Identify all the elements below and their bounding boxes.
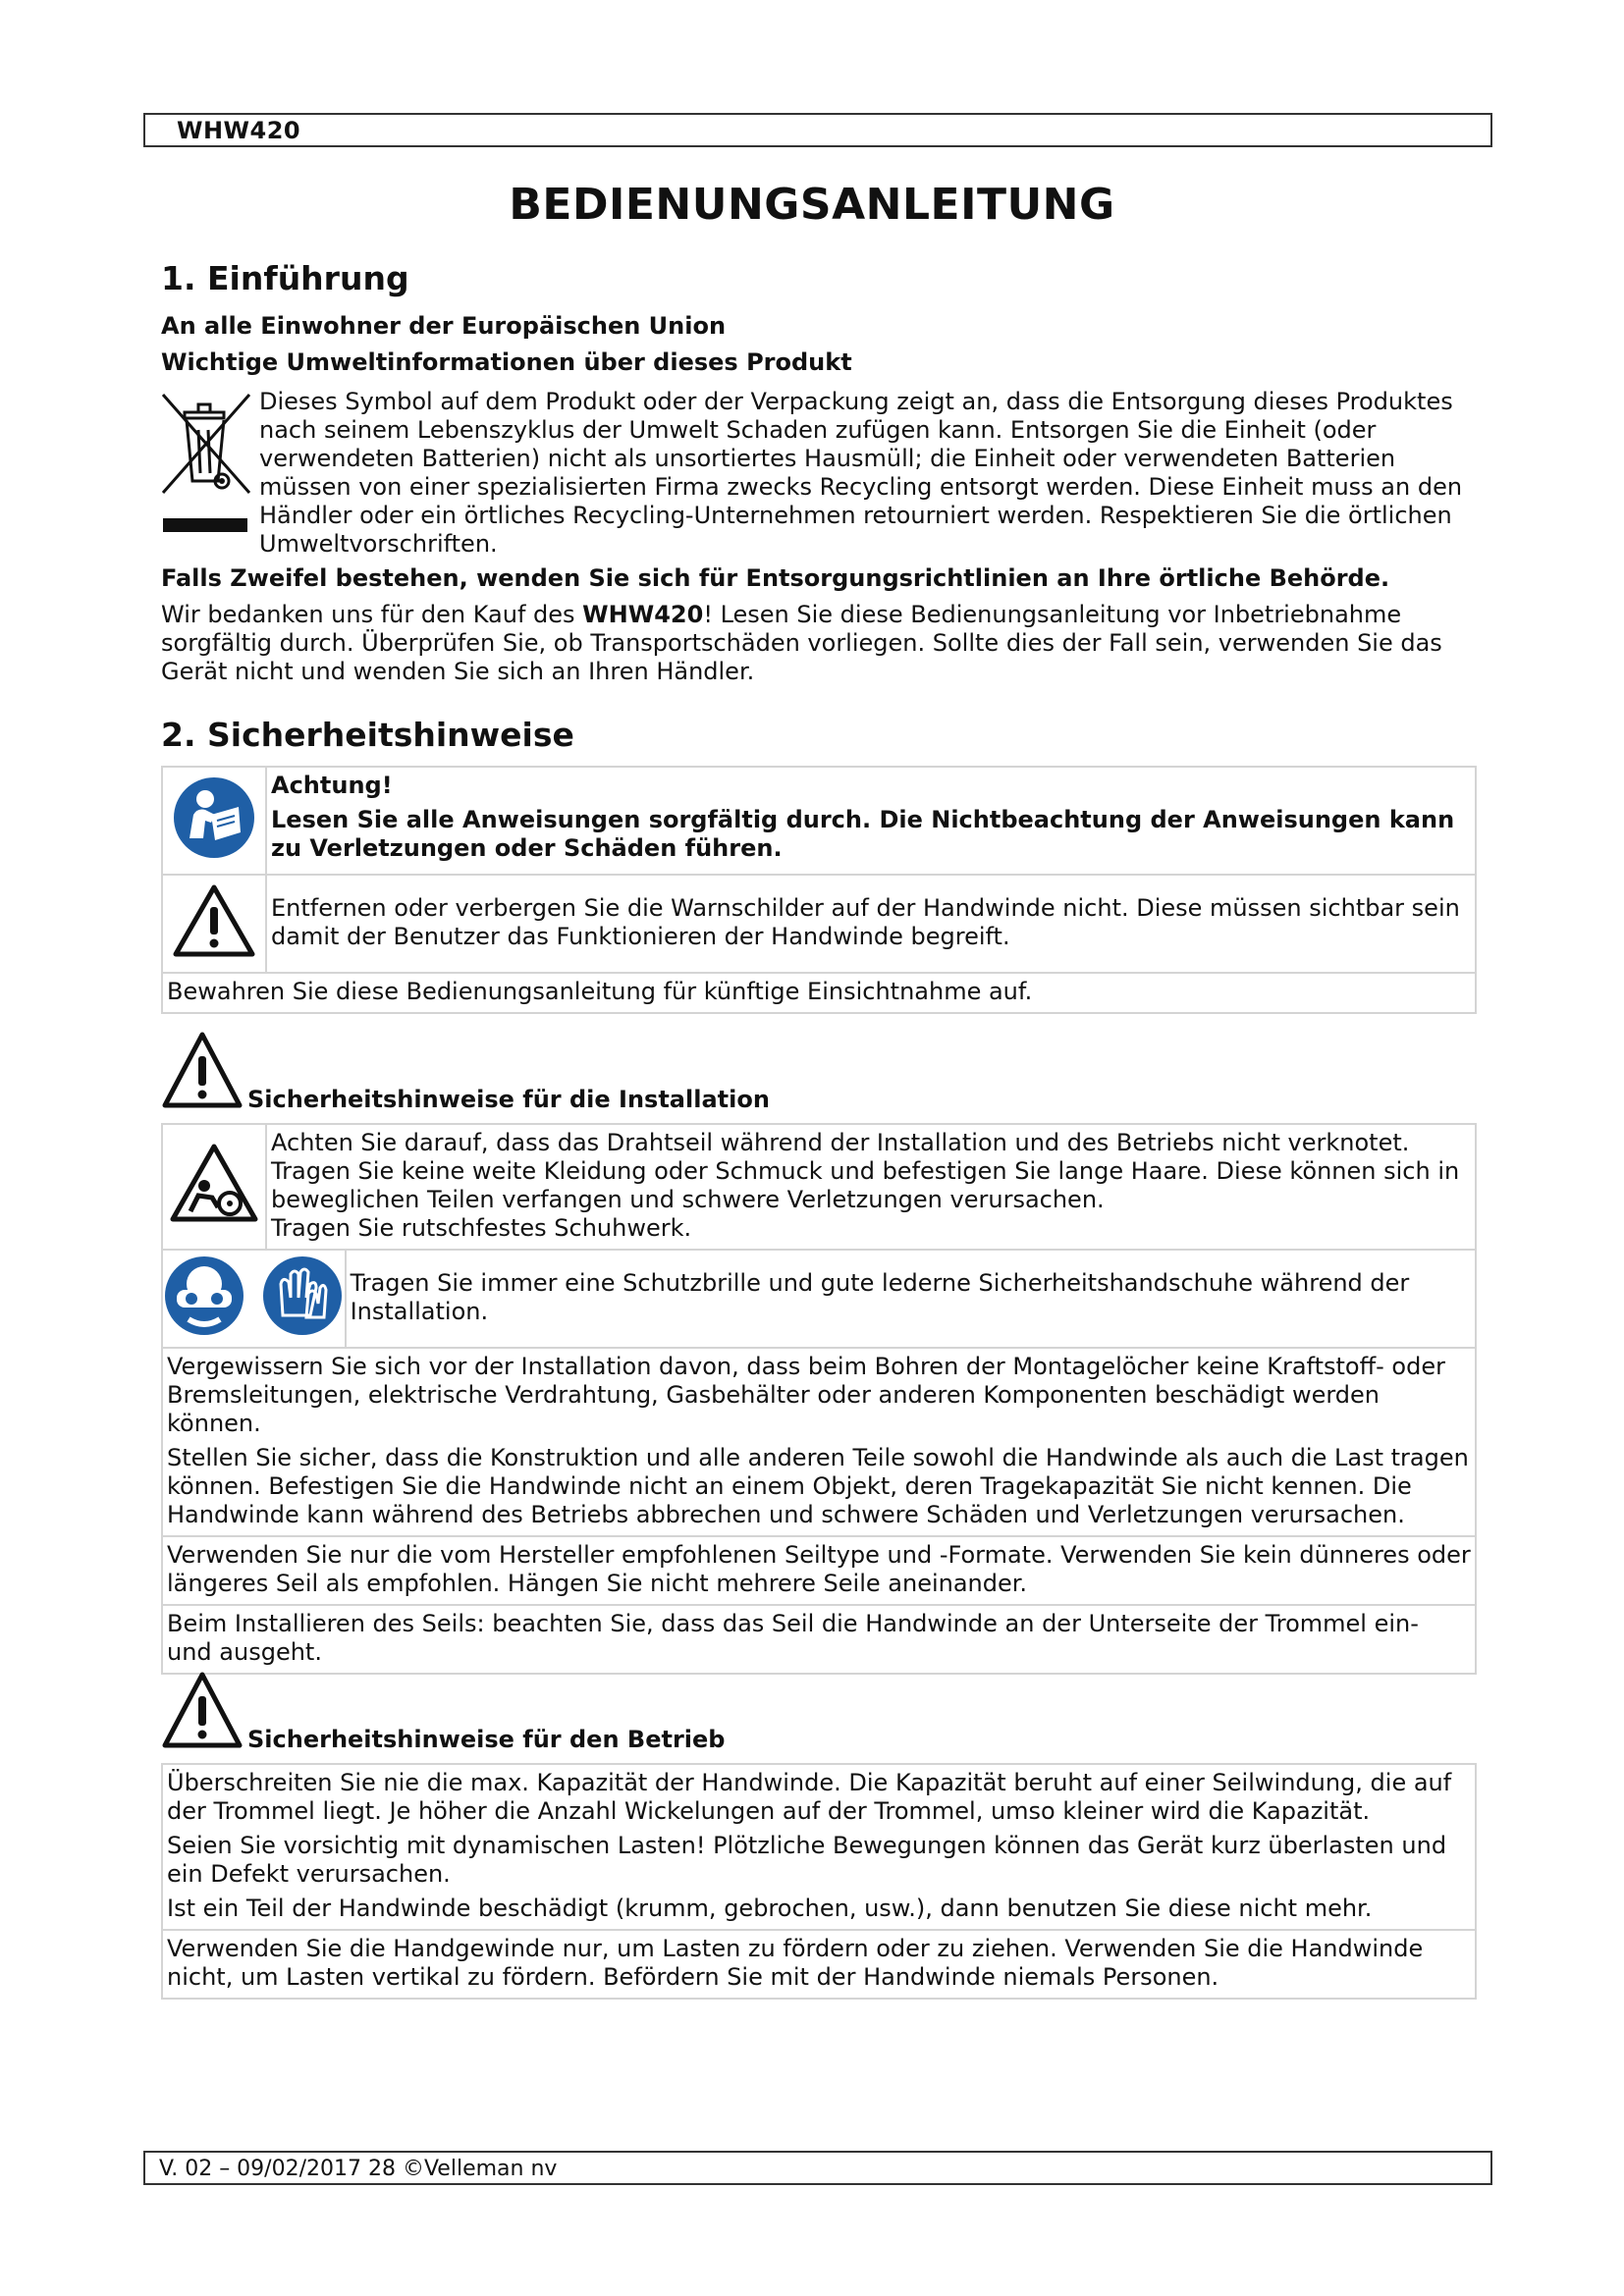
install-rope-text: Beim Installieren des Seils: beachten Sie, dass das Seil die Handwinde an der Unterseite der Trommel ein- und ausgeht. (167, 1610, 1419, 1666)
thanks-pre: Wir bedanken uns für den Kauf des (161, 601, 583, 628)
warning-triangle-icon (161, 1671, 244, 1749)
read-manual-icon (172, 775, 256, 860)
weee-text: Dieses Symbol auf dem Produkt oder der Verpackung zeigt an, dass die Entsorgung dieses Produktes nach seinem Lebenszyklus der Umwelt Schaden zufügen kann. Entsorgen Sie die Einheit (oder verwendeten Batterien) nicht als unsortiertes Hausmüll; die Einheit oder verwendeten Batterien müssen von einer spezialisierten Firma zwecks Recycling entsorgt werden. Diese Einheit muss an den Händler oder ein örtliches Recycling-Unternehmen retourniert werden. Respektieren Sie die örtlichen Umweltvorschriften. (259, 388, 1463, 558)
keep-text: Bewahren Sie diese Bedienungsanleitung für künftige Einsichtnahme auf. (167, 978, 1033, 1005)
dynamic-text: Seien Sie vorsichtig mit dynamischen Lasten! Plötzliche Bewegungen können das Gerät kurz überlasten und ein Defekt verursachen. (167, 1832, 1447, 1888)
header-box (143, 113, 1492, 147)
eu-heading: An alle Einwohner der Europäischen Union (161, 312, 727, 340)
warning-text: Entfernen oder verbergen Sie die Warnschilder auf der Handwinde nicht. Diese müssen sichtbar sein damit der Benutzer das Funktionieren der Handwinde begreift. (271, 894, 1460, 950)
footer-text: V. 02 – 09/02/2017 28 ©Velleman nv (159, 2157, 558, 2181)
page-title: BEDIENUNGSANLEITUNG (509, 180, 1115, 230)
thanks-text (161, 601, 1477, 686)
rope-text: Verwenden Sie nur die vom Hersteller empfohlenen Seiltype und -Formate. Verwenden Sie kein dünneres oder längeres Seil als empfohlen. Hängen Sie nicht mehrere Seile aneinander. (167, 1541, 1471, 1597)
installation-section-header (161, 1031, 947, 1119)
installation-table (161, 1123, 1477, 1675)
weee-bin-icon (157, 391, 255, 538)
capacity-text: Überschreiten Sie nie die max. Kapazität der Handwinde. Die Kapazität beruht auf einer Seilwindung, die auf der Trommel liegt. Je höher die Anzahl Wickelungen auf der Trommel, umso kleiner wird die Kapazität. (167, 1769, 1452, 1825)
entangle-line-2: Tragen Sie keine weite Kleidung oder Schmuck und befestigen Sie lange Haare. Diese können sich in beweglichen Teilen verfangen und schwere Verletzungen verursachen. (271, 1157, 1460, 1213)
manual-icon-cell (162, 767, 266, 875)
thanks-post: ! Lesen Sie diese Bedienungsanleitung vor Inbetriebnahme sorgfältig durch. Überprüfen Sie, ob Transportschäden vorliegen. Sollte dies der Fall sein, verwenden Sie das Gerät nicht und wenden Sie sich an Ihren Händler. (161, 601, 1442, 685)
footer-box (143, 2151, 1492, 2185)
safety-goggles-icon (163, 1255, 245, 1337)
caution-title: Achtung! (271, 772, 393, 799)
entangle-line-3: Tragen Sie rutschfestes Schuhwerk. (271, 1214, 692, 1242)
section1-heading: 1. Einführung (161, 259, 409, 297)
entangle-line-1: Achten Sie darauf, dass das Drahtseil während der Installation und des Betriebs nicht verknotet. (271, 1129, 1410, 1156)
thanks-model: WHW420 (582, 601, 704, 628)
ppe-icons-cell (162, 1250, 346, 1348)
warning-triangle-icon (172, 883, 256, 958)
installation-heading: Sicherheitshinweise für die Installation (247, 1086, 770, 1113)
operation-section-header (161, 1671, 947, 1759)
entangle-icon-cell (162, 1124, 266, 1250)
check-text: Vergewissern Sie sich vor der Installation davon, dass beim Bohren der Montagelöcher keine Kraftstoff- oder Bremsleitungen, elektrische Verdrahtung, Gasbehälter oder anderen Komponenten beschädigt werden können. (167, 1353, 1445, 1437)
doubt-text: Falls Zweifel bestehen, wenden Sie sich für Entsorgungsrichtlinien an Ihre örtliche Behörde. (161, 564, 1390, 592)
entanglement-warning-icon (169, 1143, 259, 1225)
ppe-text: Tragen Sie immer eine Schutzbrille und gute lederne Sicherheitshandschuhe während der Installation. (350, 1269, 1410, 1325)
structure-text: Stellen Sie sicher, dass die Konstruktion und alle anderen Teile sowohl die Handwinde als auch die Last tragen können. Befestigen Sie die Handwinde nicht an einem Objekt, deren Tragekapazität Sie nicht kennen. Die Handwinde kann während des Betriebs abbrechen und schwere Schäden und Verletzungen verursachen. (167, 1444, 1469, 1528)
warning-triangle-icon (161, 1031, 244, 1109)
usage-text: Verwenden Sie die Handgewinde nur, um Lasten zu fördern oder zu ziehen. Verwenden Sie die Handwinde nicht, um Lasten vertikal zu fördern. Befördern Sie mit der Handwinde niemals Personen. (167, 1935, 1424, 1991)
section2-heading: 2. Sicherheitshinweise (161, 716, 574, 754)
operation-table (161, 1763, 1477, 2000)
damaged-text: Ist ein Teil der Handwinde beschädigt (krumm, gebrochen, usw.), dann benutzen Sie diese nicht mehr. (167, 1895, 1373, 1922)
safety-gloves-icon (261, 1255, 344, 1337)
header-model: WHW420 (177, 117, 301, 144)
caution-text: Lesen Sie alle Anweisungen sorgfältig durch. Die Nichtbeachtung der Anweisungen kann zu Verletzungen oder Schäden führen. (271, 806, 1455, 862)
operation-heading: Sicherheitshinweise für den Betrieb (247, 1726, 726, 1753)
env-heading: Wichtige Umweltinformationen über dieses Produkt (161, 348, 852, 376)
safety-table (161, 766, 1477, 1014)
warning-icon-cell (162, 875, 266, 973)
